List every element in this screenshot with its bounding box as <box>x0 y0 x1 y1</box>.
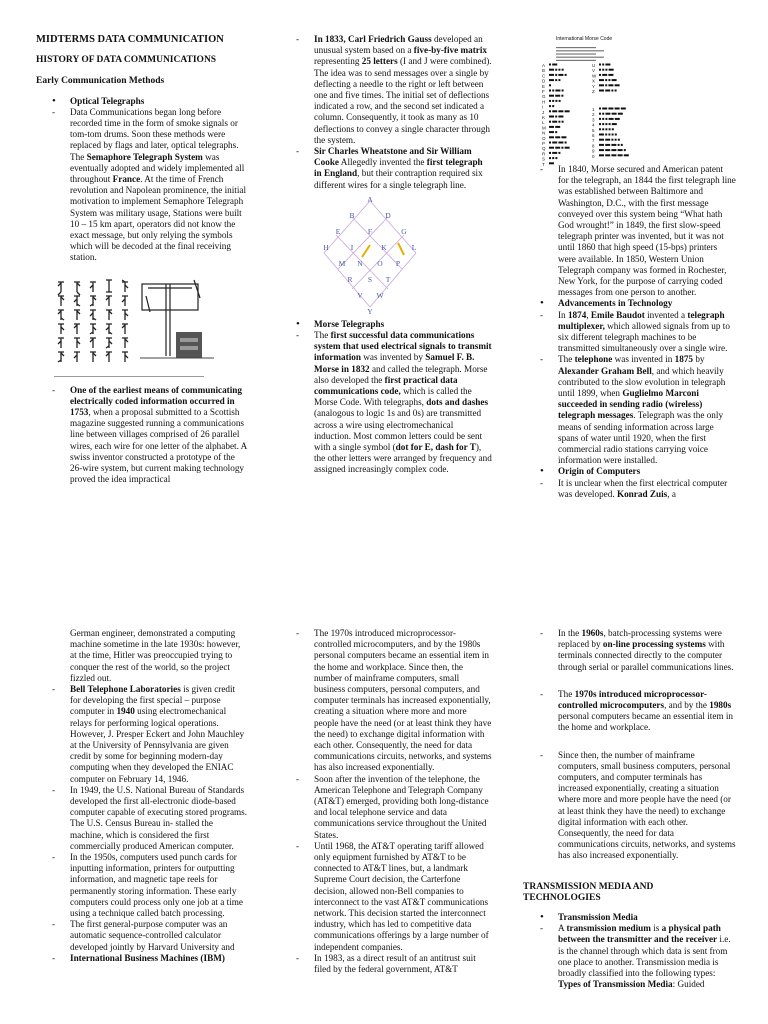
morse-dash <box>599 134 604 136</box>
paragraph-1970s-summary: - The 1970s introduced microprocessor-controlled microcomputers, and by the 1980s personal computers became an essential item in the home and workplace. <box>540 688 734 733</box>
paragraph-gauss: - In 1833, Carl Friedrich Gauss developed an unusual system based on a five-by-five matrix representing 25 letters (I and J were combined). The idea was to send messages over a single by deflecting a needle to the right or left between one and five times. The initial set of deflections indicated a row, and the second set indicated a column. Consequently, it took as many as 10 deflections to convey a single character through the system. <box>296 34 492 145</box>
morse-dot <box>549 64 551 66</box>
morse-dot <box>612 129 614 131</box>
morse-dash <box>549 79 554 81</box>
morse-dash <box>602 74 607 76</box>
morse-dot <box>552 157 554 159</box>
morse-note-line <box>556 50 604 51</box>
morse-dot <box>549 90 551 92</box>
morse-dash <box>611 144 616 146</box>
morse-dash <box>552 111 557 113</box>
morse-dash <box>549 147 554 149</box>
dash-marker: - <box>540 688 544 699</box>
morse-digit: 6 <box>592 133 595 139</box>
morse-chart-title: International Morse Code <box>556 36 613 42</box>
dash-marker: - <box>52 384 56 395</box>
morse-letter: Y <box>592 84 596 90</box>
morse-dash <box>555 95 560 97</box>
dash-marker: - <box>540 628 544 638</box>
morse-dot <box>612 134 614 136</box>
morse-dash <box>624 155 629 157</box>
dash-marker: - <box>52 784 56 795</box>
morse-dash <box>565 147 570 149</box>
morse-letter: V <box>592 68 596 74</box>
morse-dot <box>559 100 561 102</box>
dash-marker: - <box>540 923 544 934</box>
paragraph-bell-labs: - Bell Telephone Laboratories is given credit for developing the first special – purpose computer in 1940 using electromechanical relays for performing logical operations. However, J. Presper Eckert and John Mauchley at the University of Pennsylvania are given credit by some for beginning modern-day computing when they developed the ENIAC computer on February 14, 1946. <box>52 684 245 784</box>
diamond-letter: B <box>349 210 355 220</box>
morse-dot <box>555 157 557 159</box>
paragraph-baudot: - In 1874, Emile Baudot invented a telegraph multiplexer, which allowed signals from up to six different telegraph machines to be transmitted simultaneously over a single wire. <box>540 309 730 354</box>
morse-letter: B <box>542 68 546 74</box>
diamond-letter: Y <box>367 306 373 316</box>
morse-dash <box>618 149 623 151</box>
morse-dash <box>552 142 557 144</box>
morse-dot <box>558 69 560 71</box>
morse-dot <box>602 118 604 120</box>
morse-dash <box>605 139 610 141</box>
dash-marker: - <box>52 952 56 963</box>
morse-dash <box>609 69 614 71</box>
morse-dash <box>605 149 610 151</box>
morse-dot <box>615 134 617 136</box>
dash-marker: - <box>296 773 300 784</box>
paragraph-wheatstone-cooke: - Sir Charles Wheatstone and Sir William Cooke Allegedly invented the first telegraph in England, but their contraption required six different wires for a single telegraph line. <box>296 146 483 190</box>
morse-letter: L <box>542 120 545 126</box>
morse-digit: 7 <box>592 138 595 144</box>
morse-digit: 1 <box>592 107 595 113</box>
morse-dot <box>549 142 551 144</box>
morse-dash <box>605 90 610 92</box>
morse-dash <box>599 155 604 157</box>
morse-note-line <box>556 57 604 58</box>
morse-dash <box>555 126 560 128</box>
morse-note-line <box>556 60 596 61</box>
diamond-letter: M <box>338 258 346 268</box>
diamond-letter: P <box>395 258 401 268</box>
diamond-letter: I <box>350 242 354 252</box>
morse-dot <box>562 121 564 123</box>
page1-column-3 <box>540 34 736 500</box>
morse-letter: U <box>592 63 596 69</box>
diamond-letter: A <box>367 194 373 204</box>
morse-dot <box>599 74 601 76</box>
morse-dot <box>599 64 601 66</box>
morse-dot <box>608 134 610 136</box>
paragraph-zuis-continued: German engineer, demonstrated a computing machine sometime in the late 1930s: however, at the time, Hitler was preoccupied trying to conquer the rest of the world, so the project fizzled out. <box>70 628 241 683</box>
bullet-marker <box>540 912 554 923</box>
morse-letter: G <box>542 94 546 100</box>
page2-column-2 <box>296 628 492 975</box>
section-heading-history: HISTORY OF DATA COMMUNICATIONS <box>36 55 217 66</box>
diamond-letter: H <box>323 242 329 252</box>
dash-marker: - <box>296 840 300 851</box>
paragraph-semaphore: - Data Communications began long before recorded time in the form of smoke signals or tom-tom drums. Soon these methods were replaced by flags and later, optical telegraphs. The Semaphore Telegraph System was eventually adopted and widely implemented all throughout France. At the time of French revolution and Napolean prominence, the initial motivation to implement Semaphore Telegraph System was military usage, Stations were built 10 – 15 km apart, operators did not know the exact message, but only relying the symbols which will be decoded at the final receiving station. <box>52 106 247 263</box>
morse-dot <box>611 90 613 92</box>
morse-dash <box>549 126 554 128</box>
morse-letter: A <box>542 63 546 69</box>
document-page-2 <box>0 512 768 1024</box>
morse-dot <box>608 79 610 81</box>
bullet-marker <box>296 319 310 330</box>
morse-letter: W <box>592 73 597 79</box>
morse-dash <box>599 85 604 87</box>
morse-dash <box>615 118 620 120</box>
diamond-letter: S <box>367 274 373 284</box>
morse-letter: K <box>542 115 546 121</box>
morse-dot <box>602 113 604 115</box>
paragraph-zuis: - It is unclear when the first electrical computer was developed. Konrad Zuis, a <box>540 477 728 499</box>
morse-dot <box>599 69 601 71</box>
morse-dot <box>555 69 557 71</box>
dash-marker: - <box>540 309 544 320</box>
diamond-letter: W <box>376 290 384 300</box>
morse-dot <box>605 69 607 71</box>
bullet-label: Morse Telegraphs <box>314 318 385 329</box>
morse-dot <box>562 69 564 71</box>
diamond-letter: D <box>385 210 391 220</box>
morse-note-line <box>556 54 596 55</box>
morse-letter: D <box>542 78 546 84</box>
dash-marker: - <box>540 477 544 488</box>
morse-dot <box>599 118 601 120</box>
morse-dash <box>549 69 554 71</box>
morse-dot <box>602 129 604 131</box>
morse-dot <box>605 118 607 120</box>
semaphore-telegraph-figure <box>54 276 224 368</box>
morse-dash <box>615 108 620 110</box>
bullet-label: Optical Telegraphs <box>70 95 145 106</box>
wheatstone-diamond-grid-figure <box>320 194 420 316</box>
morse-digit: 9 <box>592 148 595 154</box>
dash-marker: - <box>296 330 300 341</box>
dash-marker: - <box>540 164 544 174</box>
page2-column-3 <box>523 628 736 990</box>
paragraph-morse-telegraph: - The first successful data communications system that used electrical signals to transmit information was invented by Samuel F. B. Morse in 1832 and called the telegraph. Morse also developed the first practical data communications code, which is called the Morse Code. With telegraphs, dots and dashes (analogous to logic 1s and 0s) are transmitted across a wire using electromechanical induction. Most common letters could be sent with a single symbol (dot for E, dash for T), the other letters were arranged by frequency and assigned increasingly complex code. <box>296 330 492 475</box>
bullet-marker <box>540 298 554 309</box>
morse-dot <box>549 100 551 102</box>
paragraph-general-purpose-computer: - The first general-purpose computer was an automatic sequence-controlled calculator developed jointly by Harvard University and <box>52 919 235 952</box>
morse-dot <box>558 79 560 81</box>
morse-dash <box>618 155 623 157</box>
paragraph-exponential-growth: - Since then, the number of mainframe computers, small business computers, personal computers, and computer terminals has increased exponentially, creating a situation where more and more people have the need (or at least think they have the need) to exchange digital information with each other. Consequently, the need for data communications circuits, networks, and systems has also increased exponentially. <box>540 749 736 861</box>
morse-dash <box>599 144 604 146</box>
document-title: MIDTERMS DATA COMMUNICATION <box>36 34 224 45</box>
morse-dash <box>558 74 563 76</box>
morse-dash <box>605 64 610 66</box>
morse-dash <box>612 123 617 125</box>
dash-marker: - <box>52 106 56 117</box>
paragraph-transmission-medium-definition: - A transmission medium is a physical path between the transmitter and the receiver i.e. is the channel through which data is sent from one place to another. Transmission media is broadly classified into the following types: <box>540 923 731 979</box>
morse-dot <box>611 139 613 141</box>
diamond-letter: F <box>367 226 373 236</box>
morse-dot <box>555 100 557 102</box>
morse-letter: R <box>542 151 546 157</box>
morse-dot <box>609 129 611 131</box>
morse-dot <box>605 134 607 136</box>
morse-dot <box>615 90 617 92</box>
morse-dot <box>621 144 623 146</box>
morse-digit: 0 <box>592 154 595 160</box>
morse-dash <box>599 139 604 141</box>
morse-dash <box>552 64 557 66</box>
morse-letter: S <box>542 156 546 162</box>
section-heading-transmission-media: TRANSMISSION MEDIA AND TECHNOLOGIES <box>523 881 654 903</box>
bullet-origin-computers <box>540 466 736 477</box>
morse-dash <box>549 137 554 139</box>
morse-dash <box>605 144 610 146</box>
paragraph-1960s-online: - In the 1960s, batch-processing systems were replaced by on-line processing systems with terminals connected directly to the computer through serial or parallel communications lines. <box>540 628 734 672</box>
morse-dot <box>552 100 554 102</box>
morse-dot <box>624 149 626 151</box>
morse-dash <box>605 113 610 115</box>
morse-note-line <box>556 47 596 48</box>
page1-column-1 <box>36 34 248 485</box>
morse-dot <box>605 85 607 87</box>
bullet-label: Transmission Media <box>558 912 638 923</box>
morse-letter: Z <box>592 89 595 95</box>
morse-dash <box>602 108 607 110</box>
morse-dash <box>549 116 554 118</box>
morse-dot <box>609 123 611 125</box>
morse-dot <box>558 152 560 154</box>
morse-dash <box>599 90 604 92</box>
morse-dot <box>555 131 557 133</box>
diamond-letter: R <box>347 274 353 284</box>
morse-dot <box>618 139 620 141</box>
dash-marker: - <box>52 684 56 695</box>
morse-dot <box>615 139 617 141</box>
morse-dash <box>558 111 563 113</box>
diamond-letter-grid <box>320 194 420 316</box>
morse-dash <box>555 137 560 139</box>
morse-dot <box>555 116 557 118</box>
bullet-advancements-technology <box>540 298 736 309</box>
morse-dash <box>608 108 613 110</box>
morse-dash <box>549 131 554 133</box>
dash-marker: - <box>296 952 300 963</box>
diamond-letter: E <box>335 226 341 236</box>
morse-letter: F <box>542 89 545 95</box>
dash-marker: - <box>52 919 56 930</box>
morse-dot <box>605 123 607 125</box>
dash-marker: - <box>296 146 300 157</box>
morse-digit: 3 <box>592 117 595 123</box>
morse-dot <box>605 79 607 81</box>
morse-dash <box>599 149 604 151</box>
morse-dash <box>618 113 623 115</box>
morse-dot <box>549 105 551 107</box>
morse-dot <box>602 69 604 71</box>
morse-dash <box>552 121 557 123</box>
morse-dash <box>608 74 613 76</box>
morse-dot <box>565 74 567 76</box>
bullet-label: Advancements in Technology <box>558 298 673 309</box>
diamond-letter: K <box>381 242 387 252</box>
page1-column-2 <box>296 34 492 476</box>
morse-dot <box>562 90 564 92</box>
paragraph-1753-proposal: - One of the earliest means of communicating electrically coded information occurred in 1753, when a proposal submitted to a Scottish magazine suggested running a communications line between villages comprised of 26 parallel wires, each wire for one letter of the alphabet. A swiss inventor constructed a prototype of the 26-wire system, but current making technology proved the idea impractical <box>52 384 247 485</box>
morse-dash <box>555 90 560 92</box>
diamond-letter: N <box>357 258 363 268</box>
morse-digit: 2 <box>592 112 595 118</box>
diamond-letter: V <box>357 290 363 300</box>
morse-dot <box>552 105 554 107</box>
morse-dot <box>558 121 560 123</box>
morse-dash <box>612 113 617 115</box>
paragraph-morse-patent: - In 1840, Morse secured and American patent for the telegraph, an 1844 the first telegraph line was established between Baltimore and Washington, D.C., with the first message conveyed over this system being “What hath God wrought!” in 1849, the first slow-speed telegraph printer was invented, but it was not until 1860 that high speed (15-bps) printers were available. In 1850, Western Union Telegraph company was formed in Rochester, New York, for the purpose of carrying coded messages from one person to another. <box>540 164 736 298</box>
bullet-marker <box>52 96 66 107</box>
morse-dot <box>618 144 620 146</box>
morse-dash <box>552 152 557 154</box>
morse-dash <box>605 155 610 157</box>
dash-marker: - <box>540 354 544 365</box>
paragraph-att-emerged: - Soon after the invention of the telephone, the American Telephone and Telegraph Company (AT&T) emerged, providing both long-distance and local telephone service and data communications service throughout the United States. <box>296 773 489 840</box>
morse-dot <box>602 64 604 66</box>
morse-dot <box>552 90 554 92</box>
bullet-transmission-media <box>540 912 736 923</box>
paragraph-1970s-microcomputers: - The 1970s introduced microprocessor-controlled microcomputers, and by the 1980s personal computers became an essential item in the home and workplace. Since then, the number of mainframe computers, small business computers, personal computers, and computer terminals has increased exponentially, creating a situation where more and more people have the need (or at least think they have the need) to exchange digital information with each other. Consequently, the need for data communications circuits, networks, and systems has also increased exponentially. <box>296 628 492 773</box>
morse-dot <box>599 123 601 125</box>
morse-letter: M <box>542 125 546 131</box>
paragraph-1950s-punch-cards: - In the 1950s, computers used punch cards for inputting information, printers for outputting information, and magnetic tape reels for permanently storing information. These early computers could process only one job at a time using a technique called batch processing. <box>52 852 243 919</box>
morse-dash <box>612 79 617 81</box>
morse-dash <box>549 74 554 76</box>
morse-dash <box>558 142 563 144</box>
figure-divider <box>54 376 204 377</box>
morse-dot <box>565 142 567 144</box>
morse-dot <box>599 113 601 115</box>
morse-dash <box>555 147 560 149</box>
bullet-morse-telegraphs <box>296 319 492 330</box>
morse-letter: I <box>542 104 544 110</box>
morse-dash <box>565 111 570 113</box>
morse-dot <box>549 111 551 113</box>
morse-letter: O <box>542 136 546 142</box>
morse-digit: 8 <box>592 143 595 149</box>
morse-letter: P <box>542 141 546 147</box>
morse-dot <box>561 147 563 149</box>
diamond-letter: L <box>411 242 417 252</box>
paragraph-1983-antitrust: - In 1983, as a direct result of an antitrust suit filed by the federal government, AT&T <box>296 952 476 975</box>
morse-dash <box>608 85 613 87</box>
subsection-heading-early-methods: Early Communication Methods <box>36 76 165 87</box>
dash-marker: - <box>296 34 300 44</box>
morse-dash <box>615 85 620 87</box>
morse-dot <box>549 152 551 154</box>
diamond-letter: G <box>401 226 407 236</box>
morse-dot <box>555 74 557 76</box>
morse-dot <box>555 79 557 81</box>
morse-dot <box>602 123 604 125</box>
morse-dash <box>621 108 626 110</box>
morse-dash <box>549 95 554 97</box>
dash-marker: - <box>52 852 56 863</box>
bullet-label: Origin of Computers <box>558 466 641 477</box>
semaphore-symbols-illustration <box>54 276 224 368</box>
morse-dot <box>549 121 551 123</box>
paragraph-carterfone: - Until 1968, the AT&T operating tariff allowed only equipment furnished by AT&T to be connected to AT&T lines, but, a landmark Supreme Court decision, the Carterfone decision, allowed non-Bell companies to interconnect to the vast AT&T communications network. This decision started the interconnect industry, which has led to competitive data communications offerings by a large number of independent companies. <box>296 840 489 952</box>
dash-marker: - <box>540 749 544 760</box>
paragraph-types-of-media: Types of Transmission Media: Guided <box>558 979 705 990</box>
morse-dot <box>599 108 601 110</box>
bullet-marker <box>540 466 554 477</box>
paragraph-1949-nbs: - In 1949, the U.S. National Bureau of Standards developed the first all-electronic diode-based computer capable of executing stored programs. The U.S. Census Bureau in- stalled the machine, which is considered the first commercially produced American computer. <box>52 784 248 851</box>
morse-dash <box>611 149 616 151</box>
morse-digit: 4 <box>592 122 595 128</box>
morse-dot <box>561 95 563 97</box>
morse-dash <box>599 79 604 81</box>
morse-letter: T <box>542 162 545 168</box>
morse-dash <box>609 118 614 120</box>
morse-dash <box>561 137 566 139</box>
diamond-letter: T <box>385 274 391 284</box>
paragraph-telephone-bell: - The telephone was invented in 1875 by Alexander Graham Bell, and which heavily contributed to the slow evolution in telegraph until 1899, when Guglielmo Marconi succeeded in sending radio (wireless) telegraph messages. Telegraph was the only means of sending information across large spans of water until 1920, when the first commercial radio stations carrying voice information were installed. <box>540 354 726 466</box>
morse-letter: X <box>592 78 596 84</box>
morse-digit: 5 <box>592 128 595 134</box>
morse-code-chart-figure <box>540 34 640 168</box>
morse-letter: C <box>542 73 546 79</box>
morse-dash <box>611 155 616 157</box>
morse-dash <box>558 116 563 118</box>
morse-dot <box>599 129 601 131</box>
morse-letter: H <box>542 99 546 105</box>
morse-letter: N <box>542 130 546 136</box>
morse-dot <box>549 85 551 87</box>
bullet-optical-telegraphs <box>52 96 248 107</box>
dash-marker: - <box>296 628 300 638</box>
paragraph-ibm: - International Business Machines (IBM) <box>52 952 225 963</box>
morse-letter: E <box>542 84 546 90</box>
diamond-letter: O <box>377 258 383 268</box>
page2-column-1 <box>36 628 248 964</box>
morse-letter: J <box>542 110 545 116</box>
morse-letter: Q <box>542 146 546 152</box>
morse-code-table <box>540 45 640 168</box>
morse-dot <box>605 129 607 131</box>
morse-dot <box>549 157 551 159</box>
